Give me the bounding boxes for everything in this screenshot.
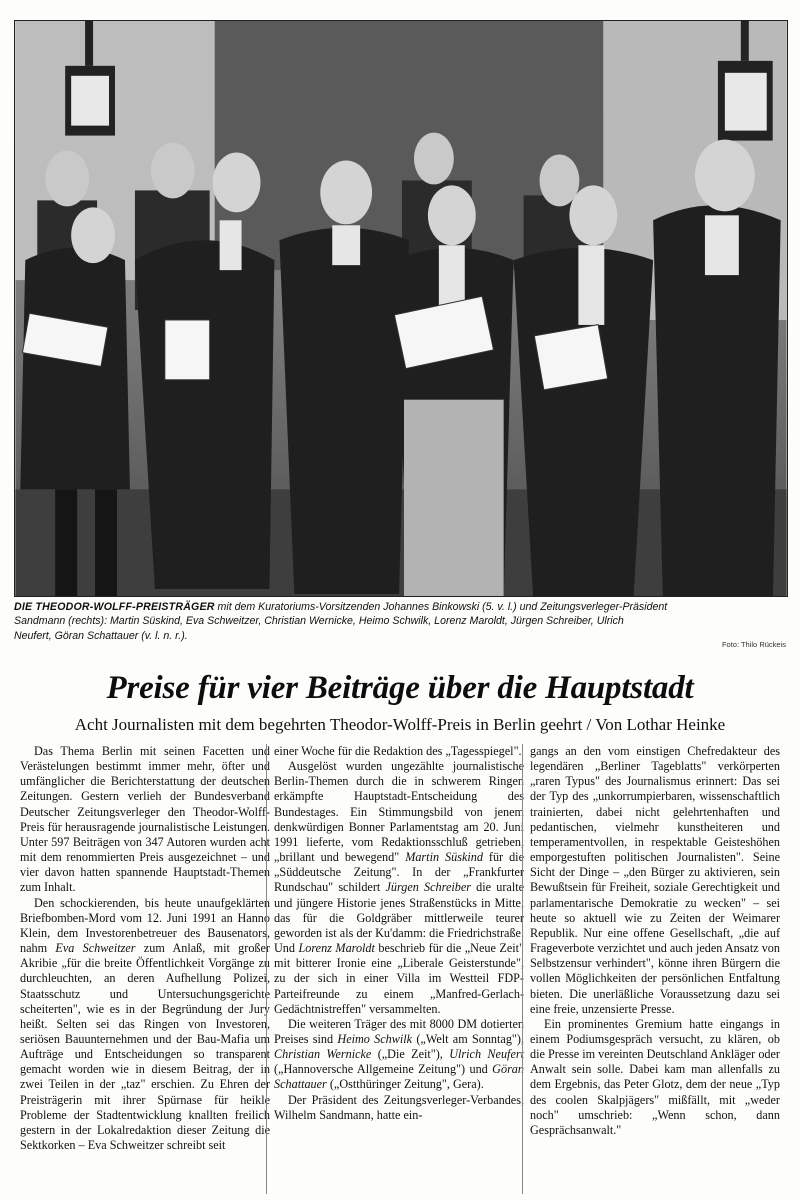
person-name: Eva Schweitzer bbox=[55, 941, 136, 956]
caption-line2: Sandmann (rechts): Martin Süskind, Eva Schweitzer, Christian Wernicke, Heimo Schwilk, Lorenz Maroldt, Jürgen Schreiber, Ulrich bbox=[14, 615, 624, 628]
paragraph: Die weiteren Träger des mit 8000 DM dotierten Preises sind Heimo Schwilk („Welt am Sonntag"), Christian Wernicke („Die Zeit"), Ulrich Neufert („Hannoversche Allgemeine Zeitung") und Göran Schattauer („Ostthüringer Zeitung", Gera). bbox=[274, 1016, 524, 1092]
article-column-2 bbox=[274, 744, 524, 1123]
article-headline: Preise für vier Beiträge über die Hauptstadt bbox=[106, 670, 694, 706]
photo-caption bbox=[14, 600, 800, 643]
paragraph: Das Thema Berlin mit seinen Facetten und Verästelungen bestimmt immer mehr, öfter und umfänglicher die Berichterstattung der deutschen Zeitungen. Gestern verlieh der Bundesverband Deutscher Zeitungsverleger den Theodor-Wolff-Preis für herausragende journalistische Leistungen. Unter 597 Beiträgen von 347 Autoren wurden acht mit dem renommierten Preis ausgezeichnet – und vier davon hatten spannende Hauptstadt-Themen zum Inhalt. bbox=[20, 744, 270, 895]
group-photo bbox=[14, 20, 788, 597]
article-subhead: Acht Journalisten mit dem begehrten Theodor-Wolff-Preis in Berlin geehrt / Von Lothar Heinke bbox=[74, 715, 726, 734]
paragraph: Ein prominentes Gremium hatte eingangs in einem Podiumsgespräch versucht, zu klären, ob die Presse im vereinten Deutschland Ankläger oder Anwalt sein solle. Dabei kam man allenfalls zu dem Ergebnis, das Peter Glotz, dem der neue „Typ des coolen Skalpjägers" mißfällt, mit „weder noch" umschrieb: „Wenn schon, dann Gesprächsanwalt." bbox=[530, 1016, 780, 1137]
paragraph: Der Präsident des Zeitungsverleger-Verbandes, Wilhelm Sandmann, hatte ein- bbox=[274, 1092, 524, 1122]
group-photo-icon bbox=[15, 21, 787, 596]
person-name: Heimo Schwilk bbox=[337, 1031, 413, 1046]
caption-line1: mit dem Kuratoriums-Vorsitzenden Johannes Binkowski (5. v. l.) und Zeitungsverleger-Präsident bbox=[214, 601, 668, 613]
person-name: Ulrich Neufert bbox=[449, 1047, 524, 1062]
person-name: Christian Wernicke bbox=[274, 1047, 372, 1062]
article-column-3 bbox=[530, 744, 780, 1138]
paragraph: einer Woche für die Redaktion des „Tagesspiegel". bbox=[274, 744, 522, 758]
column-divider bbox=[266, 744, 267, 1194]
person-name: Jürgen Schreiber bbox=[385, 880, 471, 895]
person-name: Martin Süskind bbox=[405, 850, 483, 865]
article-column-1 bbox=[20, 744, 270, 1153]
caption-line3: Neufert, Göran Schattauer (v. l. n. r.). bbox=[14, 629, 188, 642]
photo-credit: Foto: Thilo Rückeis bbox=[721, 640, 786, 649]
caption-lead: DIE THEODOR-WOLFF-PREISTRÄGER bbox=[14, 601, 215, 613]
person-name: Göran Schattauer bbox=[274, 1062, 524, 1092]
paragraph: Den schockierenden, bis heute unaufgeklärten Briefbomben-Mord vom 12. Juni 1991 an Hanno Klein, dem Investorenbetreuer des Bausenators, nahm Eva Schweitzer zum Anlaß, mit großer Akribie „für die breite Öffentlichkeit Vorgänge zu durchleuchten, an deren Aufhellung Polizei, Staatsschutz und Untersuchungsgerichte scheiterten", wie es in der Begründung der Jury heißt. Selten sei das Ringen von Investoren, seriösen Bauunternehmen und der Bau-Mafia um Aufträge und Entscheidungen so transparent gemacht worden wie in diesem Beitrag, der in zwei Teilen in der „taz" erschien. Zu Ehren der Preisträgerin mit ihrer Spürnase für heikle Probleme der Stadtentwicklung knallten freilich gestern in der Lokalredaktion dieser Zeitung die Sektkorken – Eva Schweitzer schreibt seit bbox=[20, 895, 270, 1153]
person-name: Lorenz Maroldt bbox=[298, 941, 375, 956]
paragraph: gangs an den vom einstigen Chefredakteur des legendären „Berliner Tageblatts" verkörperten „raren Typus" des Journalismus erinnert: Das sei der Typ des „unkorrumpierbaren, wissenschaftlich trainierten, dabei nicht gelehrtenhaften und pedantischen, vielmehr kunstheiteren und temperamentvollen, in respektable Geisteshöhen emporgestuften politischen Journalisten". Seine Sicht der Dinge – „den Bürger zu aktivieren, sein Bewußtsein für Freiheit, soziale Gerechtigkeit und parlamentarische Demokratie zu wecken" – sei heute so aktuell wie zu Zeiten der Weimarer Republik. Nur eine offene Gesellschaft, „die auf Frageverbote verzichtet und auch jeden Ansatz von Selbstzensur verhindert", könne ihren Bürgern die vollen Möglichkeiten der persönlichen Entfaltung bieten. Die unerläßliche Voraussetzung dazu sei eine freie, unzensierte Presse. bbox=[530, 744, 780, 1016]
column-divider bbox=[522, 744, 523, 1194]
paragraph: Ausgelöst wurden ungezählte journalistische Berlin-Themen durch die in schwerem Ringen erkämpfte Hauptstadt-Entscheidung des Bundestages. Ein Stimmungsbild von jenem denkwürdigen Bonner Parlamentstag am 20. Juni 1991 lieferte, vom Redaktionsschluß getrieben, „brillant und bewegend" Martin Süskind für die „Süddeutsche Zeitung". In der „Frankfurter Rundschau" schildert Jürgen Schreiber die uralte und jüngere Historie jenes Straßenstücks in Mitte, das für die Goldgräber mittlerweile teurer geworden ist als der Ku'damm: die Friedrichstraße. Und Lorenz Maroldt beschrieb für die „Neue Zeit" mit bitterer Ironie eine „Liberale Geisterstunde", zu der sich in einer Villa im Westteil FDP-Parteifreunde zu einem „Manfred-Gerlach-Gedächtnistreffen" versammelten. bbox=[274, 759, 525, 1016]
